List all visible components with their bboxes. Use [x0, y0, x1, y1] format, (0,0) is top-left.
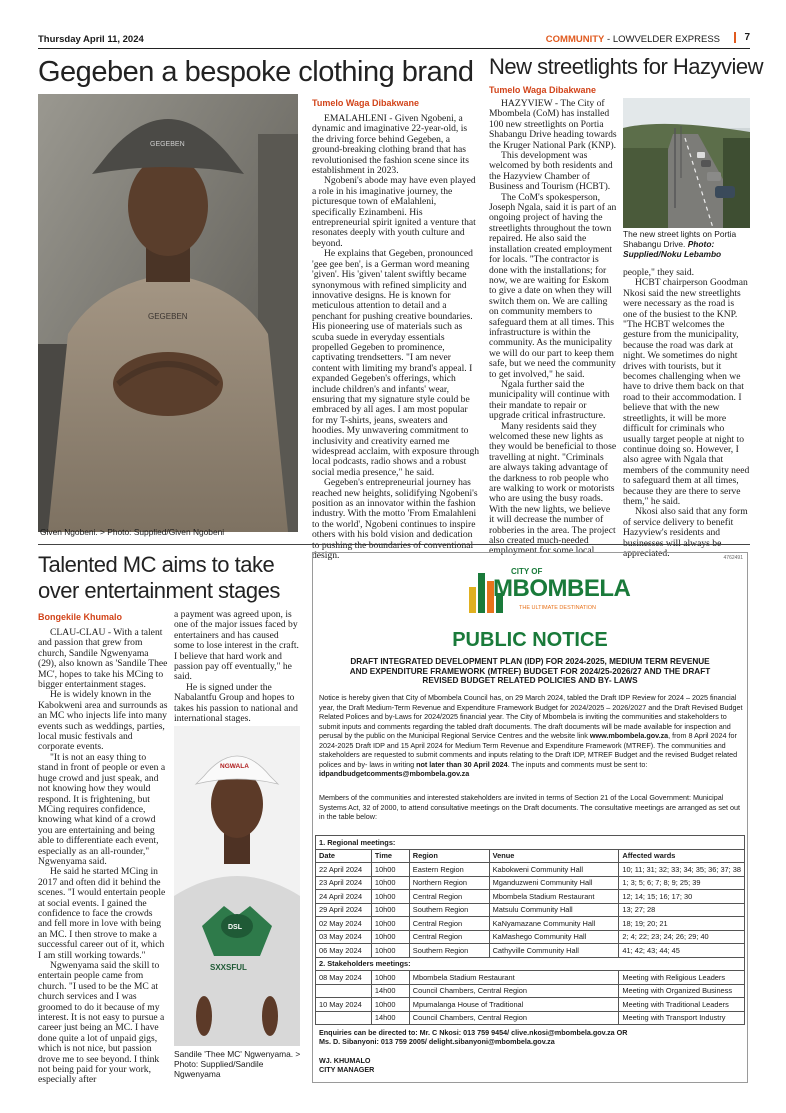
story3-caption: Sandile 'Thee MC' Ngwenyama. > Photo: Supplied/Sandile Ngwenyama [174, 1049, 301, 1079]
story1-paragraph: Ngobeni's abode may have even played a role in his imaginative journey, the picturesque town of eMalahleni, specifically Ezinambeni. His entrepreneurial spirit ignited a venture that resonates deeply with youth culture and beyond. [312, 175, 476, 249]
story3-col2-lead: a payment was agreed upon, is one of the major issues faced by entertainers and has caused some to lose interest in the craft. I believe that hard work and passion pay off eventually," he said. [174, 609, 299, 683]
cell: 23 April 2024 [316, 876, 372, 890]
story3-headline-line1: Talented MC aims to take [38, 552, 275, 577]
advert-reference: 4762491 [723, 555, 743, 561]
story1-paragraph: Gegeben's entrepreneurial journey has reached new heights, solidifying Ngobeni's position as an innovator within the fashion industry. With the motto 'From Emalahleni to the world', Ngobeni continues to inspire others with his bold vision and dedication to pushing the boundaries of conventional design. [312, 477, 478, 562]
page-number: 7 [734, 32, 750, 43]
cell: Central Region [409, 890, 489, 904]
section-label [546, 34, 720, 45]
cell: 10; 11; 31; 32; 33; 34; 35; 36; 37; 38 [619, 863, 745, 877]
story2-col1 [489, 98, 617, 557]
logo-tagline: THE ULTIMATE DESTINATION [519, 605, 597, 611]
cell: 2; 4; 22; 23; 24; 26; 29; 40 [619, 930, 745, 944]
notice-text: , from 8 April 2024 for 2024-2025 Draft IDP and 15 April 2024 for Medium Term Revenue and Expenditure Framework (MTREF). The communities and stakeholders are requested to submit comments and inputs relating to the Draft IDP, MTREF Budget and the revised Budget related polices and by- laws in writing [319, 731, 738, 769]
cell: 12; 14; 15; 16; 17; 30 [619, 890, 745, 904]
cell: Meeting with Religious Leaders [619, 971, 745, 985]
table-row [316, 1011, 745, 1025]
cell: 10h00 [371, 930, 409, 944]
story2-paragraph: Many residents said they welcomed these new lights as they would be beneficial to those travelling at night. "Criminals are always taking advantage of the darkness to rob people who are walking to work or motorists who are using the busy roads. With the new lights, we believe it will decrease the number of robberies in the area. The project also created much-needed employment for some local [489, 420, 617, 557]
notice-paragraph-2: Members of the communities and interested stakeholders are invited in terms of Section 21 of the Local Government: Municipal Systems Act, 32 of 2000, to attend consultative meetings on the Draft documents. The consultative meetings are arranged as set out in the table below: [319, 793, 740, 821]
story3-paragraph: Ngwenyama said the skill to entertain people came from church. "I used to be the MC at church services and I was groomed to do it because of my interest. It is not easy to pursue a career just being an MC. I have done quite a lot of unpaid gigs, which is not nice, but passion drove me to see beyond. I think not being paid for your work, especially after [38, 960, 165, 1086]
signatory-title: CITY MANAGER [319, 1065, 375, 1075]
cell: 22 April 2024 [316, 863, 372, 877]
cell: Meeting with Transport Industry [619, 1011, 745, 1025]
mc-photo-art [174, 726, 300, 1046]
cell: 06 May 2024 [316, 944, 372, 958]
cell: 10h00 [371, 917, 409, 931]
cell: 08 May 2024 [316, 971, 372, 985]
cell: Meeting with Organized Business [619, 984, 745, 998]
cell: Council Chambers, Central Region [409, 984, 619, 998]
cell [316, 1011, 372, 1025]
col-header: Region [409, 849, 489, 863]
cell: Meeting with Traditional Leaders [619, 998, 745, 1012]
notice-comments-email[interactable]: idpandbudgetcomments@mbombela.gov.za [319, 769, 470, 778]
cell [316, 984, 372, 998]
story3-col2 [174, 609, 300, 725]
story2-paragraph: HCBT chairperson Goodman Nkosi said the new streetlights were necessary as the road is one of the busiest to the KNP. "The HCBT welcomes the gesture from the municipality, because the road was dark at night. We sometimes do night drives with tourists, but it becomes challenging when we have to drive them back on that road to their accommodation. I believe that with the new streetlights, it will be more difficult for criminals who usually target people at night to continue doing so. However, I also agree with Ngala that members of the community need to safeguard them at all times, because they are there to serve them," he said. [623, 277, 750, 507]
story2-headline: New streetlights for Hazyview [489, 54, 764, 79]
enquiries-line-1: Enquiries can be directed to: Mr. C Nkosi: 013 759 9454/ clive.nkosi@mbombela.gov.za OR [319, 1028, 628, 1037]
cell: 02 May 2024 [316, 917, 372, 931]
notice-enquiries [319, 1028, 627, 1047]
mc-photo [174, 726, 300, 1046]
streetlights-photo-art [623, 98, 750, 228]
story3-byline: Bongekile Khumalo [38, 612, 123, 622]
streetlights-photo [623, 98, 750, 228]
story3-col1 [38, 627, 168, 1086]
story1-body [312, 113, 480, 562]
cell: Kabokweni Community Hall [489, 863, 619, 877]
cell: 41; 42; 43; 44; 45 [619, 944, 745, 958]
notice-subtitle: DRAFT INTEGRATED DEVELOPMENT PLAN (IDP) FOR 2024-2025, MEDIUM TERM REVENUE AND EXPENDITURE FRAMEWORK (MTREF) BUDGET FOR 2024/25-2026/27 AND THE DRAFT REVISED BUDGET RELATED POLICIES AND BY- LAWS [349, 657, 711, 686]
cell: Mbombela Stadium Restaurant [409, 971, 619, 985]
cell: Southern Region [409, 903, 489, 917]
story1-byline: Tumelo Waga Dibakwane [312, 98, 420, 108]
section-name: COMMUNITY [545, 34, 605, 45]
cell: Northern Region [409, 876, 489, 890]
table-row [316, 903, 745, 917]
cell: 10h00 [371, 890, 409, 904]
cell: Council Chambers, Central Region [409, 1011, 619, 1025]
city-logo [463, 565, 631, 627]
cell: 10h00 [371, 998, 409, 1012]
table-row [316, 998, 745, 1012]
gegeben-photo-art [38, 94, 298, 532]
cell: 18; 19; 20; 21 [619, 917, 745, 931]
story2-caption-credit: Photo: Supplied/Noku Lebambo [623, 239, 722, 259]
stakeholders-heading: 2. Stakeholders meetings: [316, 957, 745, 971]
cell: Central Region [409, 930, 489, 944]
signatory-name: WJ. KHUMALO [319, 1056, 371, 1065]
enquiries-line-2: Ms. D. Sibanyoni: 013 759 2005/ delight.sibanyoni@mbombela.gov.za [319, 1037, 555, 1047]
story3-headline-line2: over entertainment stages [38, 578, 280, 603]
meetings-table [315, 835, 745, 1025]
cell: Mganduzweni Community Hall [489, 876, 619, 890]
cell: Mbombela Stadium Restaurant [489, 890, 619, 904]
story2-byline: Tumelo Waga Dibakwane [489, 85, 597, 95]
shirt-slogan-text: SXXSFUL [210, 963, 247, 972]
table-row [316, 890, 745, 904]
cell: 10h00 [371, 863, 409, 877]
shirt-badge-text: DSL [228, 924, 242, 931]
table-header-row [316, 849, 745, 863]
cell: 1; 3; 5; 6; 7; 8; 9; 25; 39 [619, 876, 745, 890]
story1-paragraph: EMALAHLENI - Given Ngobeni, a dynamic and imaginative 22-year-old, is the driving force behind Gegeben, a ground-breaking clothing brand that has revolutionised the fashion scene since its establishment in 2023. [312, 113, 469, 177]
story3-paragraph: He is signed under the Nabalantfu Group and hopes to takes his passion to national and international stages. [174, 681, 298, 725]
notice-deadline: not later than 30 April 2024 [416, 759, 508, 769]
cell: 10 May 2024 [316, 998, 372, 1012]
story3-headline [38, 552, 280, 604]
issue-date: Thursday April 11, 2024 [38, 34, 144, 45]
cell: KaMashego Community Hall [489, 930, 619, 944]
cell: 10h00 [371, 944, 409, 958]
table-row [316, 971, 745, 985]
story2-paragraph: HAZYVIEW - The City of Mbombela (CoM) has installed 100 new streetlights on Portia Shabangu Drive heading towards the Kruger National Park (KNP). [489, 98, 617, 151]
gegeben-photo [38, 94, 298, 532]
story1-caption: Given Ngobeni. > Photo: Supplied/Given Ngobeni [40, 527, 225, 537]
masthead [38, 32, 750, 49]
meetings-table-wrap [315, 835, 745, 1025]
cell: Matsulu Community Hall [489, 903, 619, 917]
story2-paragraph: Ngala further said the municipality will continue with their mandate to repair or upgrade critical infrastructure. [489, 378, 610, 422]
cell: 03 May 2024 [316, 930, 372, 944]
shirt-logo-text: GEGEBEN [148, 312, 188, 321]
story3-paragraph: "It is not an easy thing to stand in front of people or even a huge crowd and just speak, and not knowing how they would respond. It is frightening, but MCing requires confidence, knowing what kind of a crowd you are entertaining and being able to differentiate each event, especially as an all-rounder," Ngwenyama said. [38, 751, 166, 867]
story2-paragraph: Nkosi also said that any form of service delivery to benefit Hazyview's residents and businesses will always be appreciated. [623, 506, 748, 559]
story2-caption [623, 229, 753, 259]
cell: 10h00 [371, 971, 409, 985]
paper-name: - LOWVELDER EXPRESS [604, 34, 720, 45]
story3-paragraph: He is widely known in the Kabokweni area and surrounds as an MC who injects life into many events such as weddings, parties, local music festivals and corporate events. [38, 689, 168, 753]
cap-logo-text: GEGEBEN [150, 141, 185, 148]
cell: Mpumalanga House of Traditional [409, 998, 619, 1012]
regional-heading: 1. Regional meetings: [316, 836, 745, 850]
story2-paragraph: The CoM's spokesperson, Joseph Ngala, said it is part of an ongoing project of having the streetlights throughout the town repaired. He also said the installation created employment for locals. "The contractor is done with the installations; for now, we are waiting for Eskom to give a date on when they will switch them on. We are calling on community members to safeguard them at all times. This infrastructure is within the community. As the municipality we will do our part to keep them safe, but we need the community to get involved," he said. [489, 191, 617, 380]
story3-paragraph: CLAU-CLAU - With a talent and passion that grew from church, Sandile Ngwenyama (29), also known as 'Sandile Thee MC', hopes to take his MCing to bigger entertainment stages. [38, 627, 168, 691]
cell: 13; 27; 28 [619, 903, 745, 917]
cell: Cathyville Community Hall [489, 944, 619, 958]
cell: 14h00 [371, 1011, 409, 1025]
table-row [316, 917, 745, 931]
public-notice [312, 552, 748, 1083]
notice-title: PUBLIC NOTICE [452, 629, 608, 651]
table-row [316, 984, 745, 998]
table-row [316, 876, 745, 890]
notice-text: Notice is hereby given that City of Mbombela Council has, on 29 March 2024, tabled the Draft IDP Review for 2024 – 2025 financial year, the Draft Medium-Term Revenue and Expenditure Framework Budget for 2024/2025 – 2026/2027 and the Draft Revised Budget Related Polices and by-Laws for 2024/2025 financial year. The City of Mbombela is inviting the communities and stakeholders to submit inputs and comments regarding the tabled draft documents. The draft documents will be made available for inspection and perusal by the public on the Municipal Regional Service Centres and the website link [319, 693, 743, 740]
notice-website-link[interactable]: www.mbombela.gov.za [589, 731, 669, 740]
table-row [316, 863, 745, 877]
story2-col2-lead: people," they said. [623, 267, 695, 278]
hat-text: NGWALA [220, 763, 249, 770]
story2-caption-text: The new street lights on Portia Shabangu Drive. [623, 229, 737, 249]
notice-paragraph-1 [319, 693, 743, 779]
story1-headline: Gegeben a bespoke clothing brand [38, 56, 474, 88]
table-row [316, 930, 745, 944]
cell: 24 April 2024 [316, 890, 372, 904]
story2-paragraph: This development was welcomed by both residents and the Hazyview Chamber of Business and Tourism (HCBT). [489, 150, 613, 193]
table-row [316, 944, 745, 958]
col-header: Time [371, 849, 409, 863]
cell: 29 April 2024 [316, 903, 372, 917]
logo-mbombela: MBOMBELA [493, 575, 631, 602]
cell: Eastern Region [409, 863, 489, 877]
col-header: Venue [489, 849, 619, 863]
cell: 14h00 [371, 984, 409, 998]
col-header: Date [316, 849, 372, 863]
notice-text: . The inputs and comments must be sent to: [507, 759, 648, 769]
cell: Southern Region [409, 944, 489, 958]
logo-city-of: CITY OF [511, 567, 543, 576]
col-header: Affected wards [619, 849, 745, 863]
story3-paragraph: He said he started MCing in 2017 and often did it behind the scenes. "I would entertain people at social events. I gained the confidence to face the crowds and fell more in love with being an MC. I then strove to make a successful career out of it, which I am still working towards." [38, 866, 166, 961]
cell: Central Region [409, 917, 489, 931]
cell: 10h00 [371, 876, 409, 890]
story1-paragraph: He explains that Gegeben, pronounced 'gee gee ben', is a German word meaning 'given'. His 'given' talent swiftly became synonymous with refined simplicity and innovative designs. He is known for meticulous attention to detail and a penchant for pushing creative boundaries. His pioneering use of materials such as scuba suede in everyday essentials propelled Gegeben to prominence, captivating trendsetters. "I am never content with limiting my brand's appeal. I expanded Gegeben's offerings, which include children's and infants' wear, ensuring that my signature style could be embraced by all ages. I am most popular for my T-shirts, jeans, sweaters and hoodies. My unwavering commitment to inclusivity and creativity earned me widespread acclaim, with exposure through local podcasts, radio shows and a robust social media presence," he said. [312, 248, 480, 478]
notice-signature [319, 1056, 374, 1075]
cell: 10h00 [371, 903, 409, 917]
cell: KaNyamazane Community Hall [489, 917, 619, 931]
section-divider [38, 544, 750, 545]
